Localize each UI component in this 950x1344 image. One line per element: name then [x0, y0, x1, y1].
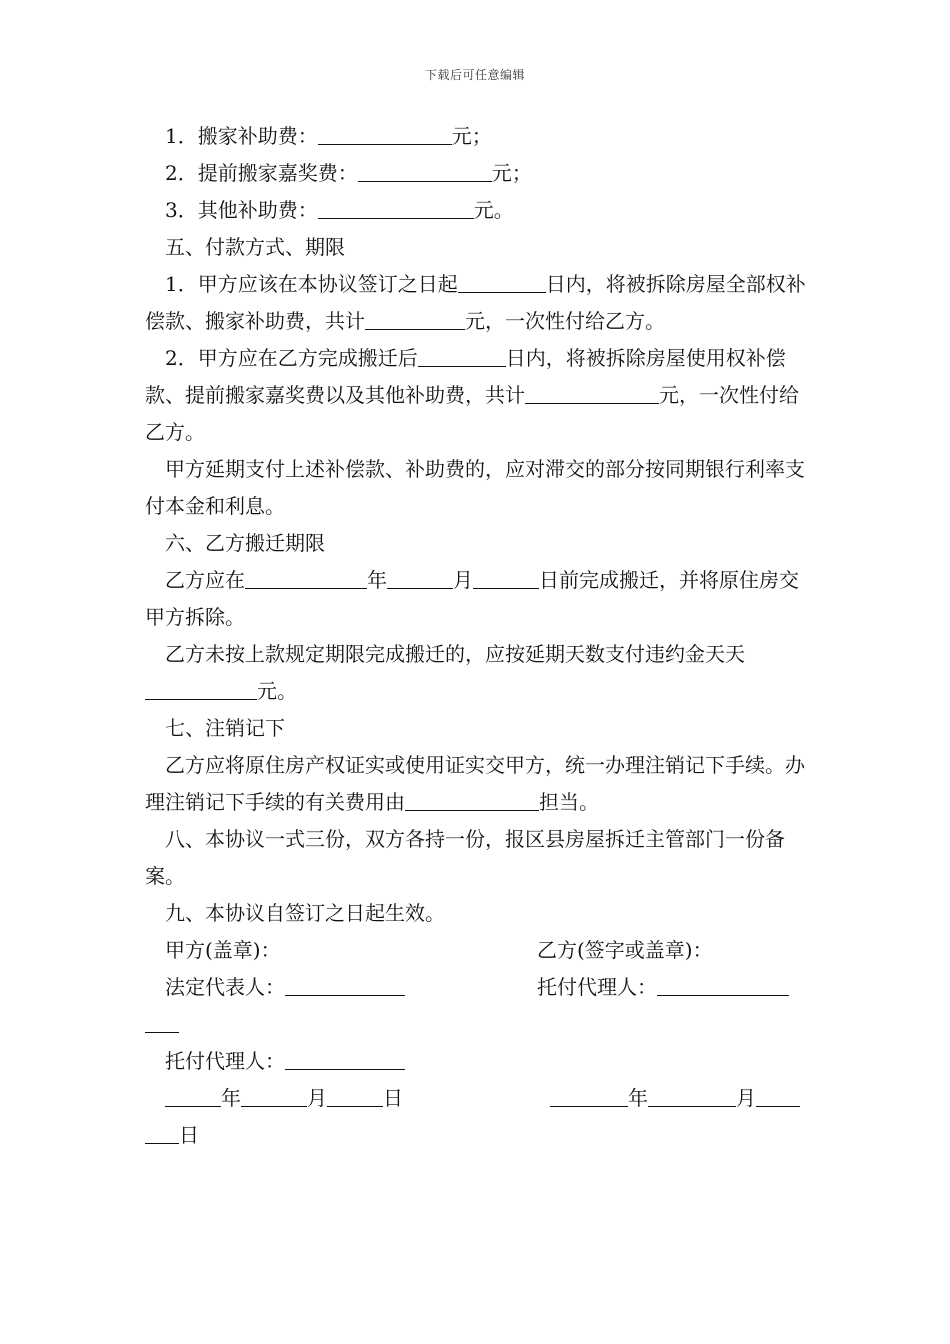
subsidy-item-3-label: 3．其他补助费：: [165, 198, 318, 222]
clause-text: 日内，将被拆除房屋使用权补偿款、提前搬家嘉奖费以及其他补助费，共计: [145, 346, 786, 407]
section-5-clause-3: 甲方延期支付上述补偿款、补助费的，应对滞交的部分按同期银行利率支付本金和利息。: [145, 457, 805, 518]
section-5-clause-2: [145, 340, 813, 451]
party-a-agent-blank[interactable]: [285, 1049, 405, 1070]
blank-field[interactable]: [525, 383, 659, 404]
subsidy-item-2-unit: 元；: [491, 161, 532, 185]
header-note: 下载后可任意编辑: [424, 68, 525, 82]
clause-text: 乙方应在: [165, 568, 245, 592]
day-label: 日: [383, 1086, 403, 1110]
section-6-clause-2: [145, 636, 813, 710]
day-label: 日: [179, 1123, 199, 1147]
signature-dates-row: [145, 1080, 813, 1117]
blank-field[interactable]: [358, 161, 492, 182]
legal-rep-label: 法定代表人：: [165, 975, 285, 999]
clause-text: 元，一次性付给乙方。: [145, 383, 799, 444]
section-7-heading: 七、注销记下: [165, 716, 285, 740]
signature-representatives-row: [145, 969, 813, 1006]
subsidy-item-2-label: 2．提前搬家嘉奖费：: [165, 161, 358, 185]
section-5-clause-1: [145, 266, 813, 340]
month-label: 月: [736, 1086, 756, 1110]
section-5-heading: 五、付款方式、期限: [165, 235, 345, 259]
legal-rep-blank[interactable]: [285, 975, 405, 996]
party-a-label: 甲方(盖章)：: [165, 938, 281, 962]
clause-text: 日内，将被拆除房屋全部权补偿款、搬家补助费，共计: [145, 272, 806, 333]
blank-field[interactable]: [387, 568, 453, 589]
party-b-agent-blank-continued: [145, 1006, 813, 1043]
clause-text: 2．甲方应在乙方完成搬迁后: [165, 346, 418, 370]
clause-text: 月: [453, 568, 473, 592]
clause-text: 担当。: [539, 790, 599, 814]
clause-text: 1．甲方应该在本协议签订之日起: [165, 272, 458, 296]
blank-field[interactable]: [145, 1012, 179, 1033]
blank-field[interactable]: [473, 568, 539, 589]
clause-text: 乙方未按上款规定期限完成搬迁的，应按延期天数支付违约金天天: [165, 642, 745, 666]
agreement-body: [145, 118, 813, 1154]
month-blank[interactable]: [241, 1086, 307, 1107]
subsidy-item-1-label: 1．搬家补助费：: [165, 124, 318, 148]
year-blank[interactable]: [550, 1086, 628, 1107]
party-b-date-continued: [145, 1117, 813, 1154]
party-b-label: 乙方(签字或盖章)：: [537, 938, 713, 962]
clause-text: 元。: [257, 679, 297, 703]
blank-field[interactable]: [245, 568, 367, 589]
legal-rep-field: [165, 969, 405, 1006]
subsidy-item-3-unit: 元。: [473, 198, 514, 222]
clause-text: 元，一次性付给乙方。: [465, 309, 665, 333]
party-a-agent-row: [145, 1043, 813, 1080]
day-blank[interactable]: [756, 1086, 800, 1107]
section-6-clause-1: [145, 562, 813, 636]
blank-field[interactable]: [418, 346, 506, 367]
year-label: 年: [221, 1086, 241, 1110]
signature-parties-row: [145, 932, 813, 969]
section-7-clause-1: [145, 747, 813, 821]
blank-field[interactable]: [365, 309, 465, 330]
blank-field[interactable]: [458, 272, 546, 293]
subsidy-item-1-unit: 元；: [451, 124, 492, 148]
blank-field[interactable]: [318, 124, 452, 145]
blank-field[interactable]: [318, 198, 474, 219]
party-b-agent-label: 托付代理人：: [537, 975, 657, 999]
party-a-date: [165, 1080, 403, 1117]
subsidy-item-3: [145, 192, 813, 229]
month-blank[interactable]: [648, 1086, 736, 1107]
party-a-agent-field: [165, 1043, 405, 1080]
party-a-agent-label: 托付代理人：: [165, 1049, 285, 1073]
party-b-date: [550, 1080, 800, 1117]
section-9-clause: 九、本协议自签订之日起生效。: [165, 901, 445, 925]
party-b-agent-blank[interactable]: [657, 975, 789, 996]
subsidy-item-2: [145, 155, 813, 192]
blank-field[interactable]: [145, 1123, 179, 1144]
section-6-heading: 六、乙方搬迁期限: [165, 531, 325, 555]
year-label: 年: [628, 1086, 648, 1110]
section-8-clause: 八、本协议一式三份，双方各持一份，报区县房屋拆迁主管部门一份备案。: [145, 827, 785, 888]
subsidy-item-1: [145, 118, 813, 155]
year-blank[interactable]: [165, 1086, 221, 1107]
party-b-agent-field: [537, 969, 789, 1006]
clause-text: 乙方应将原住房产权证实或使用证实交甲方，统一办理注销记下手续。办理注销记下手续的有关费用由: [145, 753, 805, 814]
blank-field[interactable]: [145, 679, 257, 700]
month-label: 月: [307, 1086, 327, 1110]
day-blank[interactable]: [327, 1086, 383, 1107]
blank-field[interactable]: [405, 790, 539, 811]
clause-text: 日前完成搬迁，并将原住房交甲方拆除。: [145, 568, 799, 629]
clause-text: 年: [367, 568, 387, 592]
